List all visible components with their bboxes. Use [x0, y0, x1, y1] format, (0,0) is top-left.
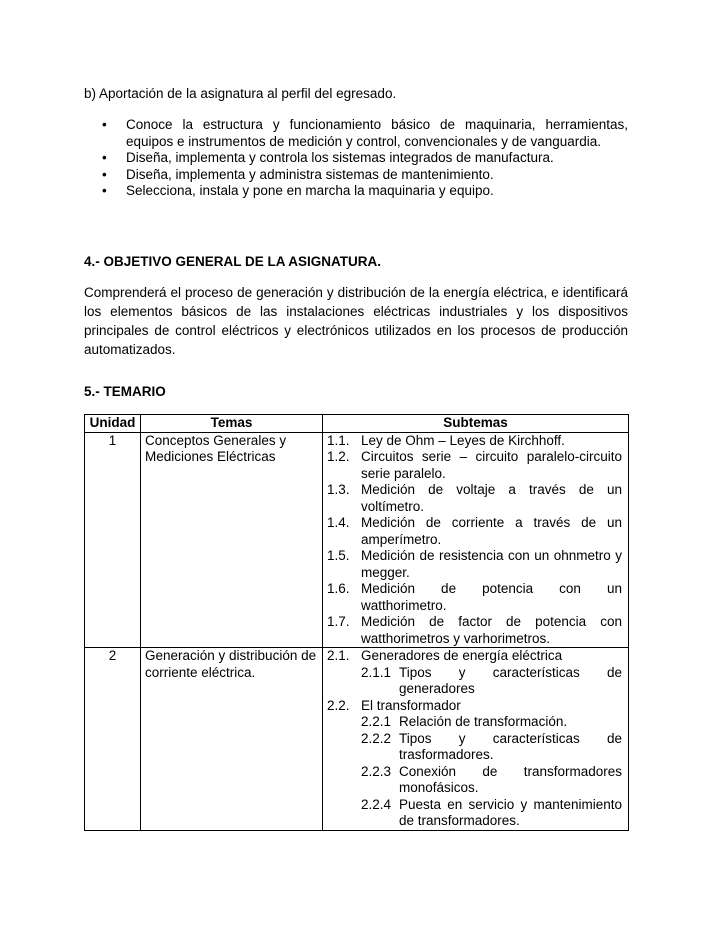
header-subtemas: Subtemas [323, 415, 629, 433]
subtema-item [327, 515, 622, 548]
subtema-text: Relación de transformación. [399, 714, 568, 729]
subtema-number: 2.2.3 [361, 763, 392, 779]
objective-heading: 4.- OBJETIVO GENERAL DE LA ASIGNATURA. [84, 254, 382, 269]
list-item [84, 117, 628, 150]
table-header-row [85, 415, 629, 433]
temario-table [84, 414, 629, 831]
subtema-text: Circuitos serie – circuito paralelo-circuito serie paralelo. [361, 449, 622, 481]
subtema-item [327, 698, 622, 715]
subtema-text: Ley de Ohm – Leyes de Kirchhoff. [361, 432, 565, 448]
subtema-text: Medición de resistencia con un ohnmetro y megger. [361, 548, 622, 580]
subtema-number: 2.2.4 [361, 796, 392, 812]
list-item [84, 183, 628, 200]
subtema-item [327, 648, 622, 665]
subtema-item [327, 614, 622, 647]
objective-paragraph: Comprenderá el proceso de generación y distribución de la energía eléctrica, e identificará los elementos básicos de las instalaciones eléctricas industriales y los dispositivos principales de control eléctricos y electrónicos utilizados en los procesos de producción automatizados. [84, 285, 628, 357]
subtema-text: Puesta en servicio y mantenimiento de transformadores. [399, 796, 622, 828]
unidad-cell: 2 [85, 648, 141, 831]
bullet-icon: • [102, 117, 107, 132]
list-item [84, 150, 628, 167]
subtema-number: 1.1. [327, 432, 350, 448]
bullet-icon: • [102, 150, 107, 165]
header-temas: Temas [141, 415, 323, 433]
subtema-subitem [327, 731, 622, 764]
subtema-item [327, 548, 622, 581]
header-unidad: Unidad [85, 415, 141, 433]
subtema-text: Conexión de transformadores monofásicos. [399, 763, 622, 795]
temario-heading: 5.- TEMARIO [84, 384, 166, 399]
bullet-text: Selecciona, instala y pone en marcha la maquinaria y equipo. [126, 183, 494, 198]
table-row [85, 432, 629, 648]
bullet-text: Diseña, implementa y controla los sistemas integrados de manufactura. [126, 150, 554, 165]
subtema-number: 1.2. [327, 449, 350, 464]
subtema-item [327, 433, 622, 450]
subtema-number: 2.2. [327, 697, 350, 713]
subtema-number: 2.1.1 [361, 664, 392, 680]
subtema-number: 1.7. [327, 614, 350, 629]
egresado-bullet-list [84, 117, 628, 200]
bullet-icon: • [102, 183, 107, 198]
subtema-text: Medición de corriente a través de un amperímetro. [361, 515, 622, 547]
bullet-text: Diseña, implementa y administra sistemas de mantenimiento. [126, 166, 494, 182]
unidad-cell: 1 [85, 432, 141, 648]
subtema-number: 1.3. [327, 482, 350, 497]
tema-cell: Conceptos Generales y Mediciones Eléctricas [141, 432, 323, 648]
list-item [84, 167, 628, 184]
subtemas-cell [323, 648, 629, 831]
subtema-text: Tipos y características de generadores [399, 664, 622, 696]
subtema-text: El transformador [361, 697, 461, 713]
subtema-text: Medición de potencia con un watthorimetro. [361, 581, 622, 613]
subtemas-cell [323, 432, 629, 648]
subtema-text: Medición de factor de potencia con watthorimetros y varhorimetros. [361, 614, 622, 646]
subtema-item [327, 581, 622, 614]
subtema-text: Generadores de energía eléctrica [361, 648, 563, 663]
subtema-item [327, 482, 622, 515]
section-b-title: b) Aportación de la asignatura al perfil del egresado. [84, 86, 397, 101]
subtema-subitem [327, 714, 622, 731]
subtema-number: 1.6. [327, 581, 350, 596]
subtema-text: Tipos y características de trasformadores. [399, 730, 622, 762]
subtema-text: Medición de voltaje a través de un voltímetro. [361, 482, 622, 514]
subtema-number: 1.4. [327, 515, 350, 530]
subtema-item [327, 449, 622, 482]
subtema-number: 2.2.2 [361, 730, 392, 746]
subtema-subitem [327, 797, 622, 830]
subtema-number: 2.1. [327, 648, 350, 663]
table-row [85, 648, 629, 831]
subtema-number: 2.2.1 [361, 714, 392, 729]
bullet-text: Conoce la estructura y funcionamiento básico de maquinaria, herramientas, equipos e instrumentos de medición y control, convencionales y de vanguardia. [126, 117, 628, 149]
subtema-subitem [327, 764, 622, 797]
tema-cell: Generación y distribución de corriente eléctrica. [141, 648, 323, 831]
subtema-subitem [327, 665, 622, 698]
subtema-number: 1.5. [327, 548, 350, 563]
bullet-icon: • [102, 166, 107, 182]
